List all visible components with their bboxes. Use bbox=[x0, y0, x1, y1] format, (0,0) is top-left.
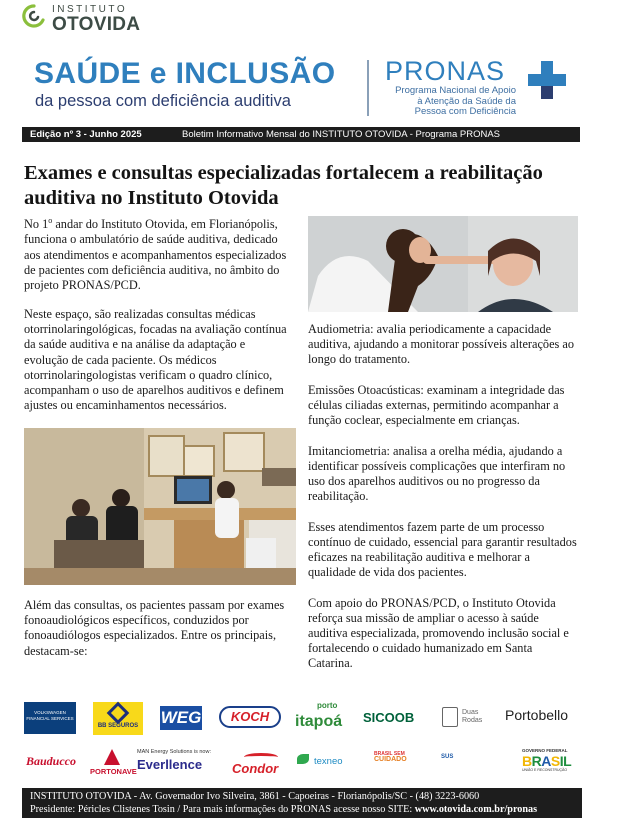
everllence-text: Everllence bbox=[137, 757, 203, 772]
logo-instituto-text: INSTITUTO bbox=[52, 4, 128, 15]
gov-top-text: GOVERNO FEDERAL bbox=[522, 748, 568, 753]
vw-line: VOLKSWAGEN bbox=[34, 710, 66, 715]
bb-seguros-logo bbox=[93, 702, 143, 735]
edition-bar bbox=[22, 127, 580, 142]
duas-rodas-mark-icon bbox=[442, 707, 458, 727]
sus-logo: SUS bbox=[441, 754, 454, 760]
footer bbox=[22, 788, 582, 818]
duas-line: Duas bbox=[462, 709, 479, 716]
bb-mark-icon bbox=[107, 702, 130, 725]
portobello-logo: Portobello bbox=[505, 707, 569, 723]
apoio-paragraph: Com apoio do PRONAS/PCD, o Instituto Otovida reforça sua missão de ampliar o acesso à saúde auditiva especializada, promovendo inclusão social e fortalecendo o cuidado humanizado em Santa Catarina. bbox=[308, 595, 569, 671]
pronas-cross-icon bbox=[528, 61, 566, 99]
masthead-divider bbox=[367, 60, 369, 116]
audiometria-paragraph: Audiometria: avalia periodicamente a capacidade auditiva, ajudando a monitorar possíveis alterações ao longo do tratamento. bbox=[308, 322, 575, 367]
footer-site-link[interactable]: www.otovida.com.br/pronas bbox=[414, 804, 538, 815]
portonave-text: PORTONAVE bbox=[90, 767, 137, 776]
left-paragraph-3: Além das consultas, os pacientes passam por exames fonoaudiológicos específicos, conduzidos por fonoaudiólogos especializados. Entre os principais, destacam-se: bbox=[24, 598, 285, 658]
brasil-sem-line: CUIDADO bbox=[374, 756, 407, 763]
left-paragraph-1 bbox=[24, 213, 292, 293]
vw-line: FINANCIAL SERVICES bbox=[26, 716, 74, 721]
condor-logo: Condor bbox=[232, 761, 279, 776]
pronas-desc-line: à Atenção da Saúde da bbox=[417, 95, 516, 107]
koch-logo: KOCH bbox=[219, 706, 281, 728]
text-run: andar do Instituto Otovida, em Florianópolis, funciona o ambulatório de saúde auditiva, dedicado aos atendimentos e acompanhamentos especializados de pacientes com deficiência auditiva, no âmbito do projeto PRONAS/PCD. bbox=[24, 217, 287, 292]
imitanciometria-paragraph: Imitanciometria: analisa a orelha média, ajudando a identificar possíveis complicações que interfiram no uso dos aparelhos auditivos ou no progresso da reabilitação. bbox=[308, 443, 566, 504]
logo-otovida-text: OTOVIDA bbox=[52, 14, 141, 35]
brasil-sem-line: BRASIL SEM bbox=[374, 751, 405, 757]
edition-number: Edição nº 3 - Junho 2025 bbox=[30, 129, 142, 140]
volkswagen-logo bbox=[24, 702, 76, 734]
masthead-subtitle: da pessoa com deficiência auditiva bbox=[35, 92, 291, 110]
gov-letter: B bbox=[522, 753, 532, 769]
emissoes-paragraph: Emissões Otoacústicas: examinam a integridade das células ciliadas externas, permitindo acompanhar a função coclear, especialmente em crianças. bbox=[308, 382, 565, 428]
bb-text: BB SEGUROS bbox=[97, 723, 139, 729]
portonave-logo bbox=[90, 749, 136, 779]
clinic-photo-illustration bbox=[24, 428, 296, 585]
duas-rodas-text bbox=[462, 709, 482, 725]
gov-letter: S bbox=[550, 753, 560, 769]
ordinal-superscript: o bbox=[48, 216, 53, 225]
gov-brasil-wordmark bbox=[522, 753, 571, 769]
masthead-title: SAÚDE e INCLUSÃO bbox=[34, 57, 336, 90]
weg-logo: WEG bbox=[160, 706, 202, 730]
texneo-logo bbox=[300, 756, 343, 767]
footer-president: Presidente: Péricles Clistenes Tosin / Para mais informações do PRONAS acesse nosso SITE: bbox=[30, 804, 415, 815]
edition-description: Boletim Informativo Mensal do INSTITUTO OTOVIDA - Programa PRONAS bbox=[182, 129, 500, 140]
pronas-title: PRONAS bbox=[385, 56, 506, 86]
gov-letter: R bbox=[531, 753, 542, 769]
pronas-desc-line: Pessoa com Deficiência bbox=[414, 106, 516, 117]
porto-small: porto bbox=[317, 701, 338, 710]
footer-contact bbox=[30, 803, 574, 816]
porto-big: itapoá bbox=[295, 713, 343, 730]
governo-federal-logo bbox=[518, 748, 572, 772]
atendimentos-paragraph: Esses atendimentos fazem parte de um processo contínuo de cuidado, essencial para garantir resultados eficazes na reabilitação auditiva e melhorar a qualidade de vida dos pacientes. bbox=[308, 519, 577, 580]
right-column bbox=[308, 322, 580, 687]
gov-letter: IL bbox=[559, 753, 572, 769]
man-note: MAN Energy Solutions is now: bbox=[137, 749, 211, 755]
otovida-logo bbox=[22, 4, 182, 34]
pronas-desc-line: Programa Nacional de Apoio bbox=[395, 85, 516, 96]
pronas-description bbox=[380, 86, 516, 118]
clinic-photo bbox=[24, 428, 296, 585]
article-headline: Exames e consultas especializadas fortalecem a reabilitação auditiva no Instituto Otovida bbox=[24, 162, 543, 209]
condor-swoosh-icon bbox=[244, 753, 278, 761]
duas-line: Rodas bbox=[462, 717, 483, 724]
left-paragraph-2: Neste espaço, são realizadas consultas médicas otorrinolaringológicas, focadas na avaliação contínua da saúde auditiva e na análise da adaptação e evolução de cada paciente. Os médicos otorrinolaringologistas verificam o quadro clínico, acompanham o uso de aparelhos auditivos e definem ajustes ou encaminhamentos necessários. bbox=[24, 307, 287, 413]
exam-photo bbox=[308, 216, 578, 312]
bauducco-logo: Bauducco bbox=[26, 754, 77, 768]
footer-address: INSTITUTO OTOVIDA - Av. Governador Ivo Silveira, 3861 - Capoeiras - Florianópolis/SC - (48) 3223-6060 bbox=[30, 791, 480, 802]
otovida-ear-icon bbox=[22, 4, 46, 30]
texneo-text: texneo bbox=[314, 756, 343, 767]
exam-photo-illustration bbox=[308, 216, 578, 312]
gov-bottom-text: UNIÃO E RECONSTRUÇÃO bbox=[522, 768, 568, 772]
sicoob-logo: SICOOB bbox=[363, 710, 415, 725]
porto-itapoa-logo bbox=[295, 703, 351, 733]
gov-letter: A bbox=[541, 753, 551, 769]
portonave-mark-icon bbox=[104, 749, 120, 765]
brasil-sem-cuidado-logo bbox=[374, 751, 407, 763]
text-run: No 1 bbox=[24, 217, 49, 232]
